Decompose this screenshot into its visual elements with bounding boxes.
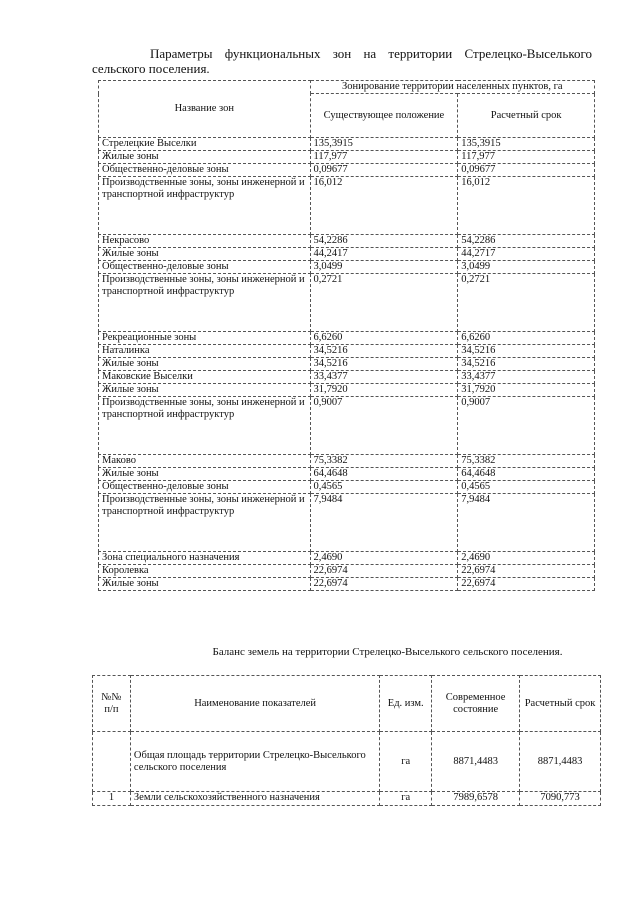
- table-row: [99, 345, 595, 358]
- planned-value-cell: 34,5216: [458, 358, 595, 371]
- row-number-cell: 1: [93, 792, 131, 806]
- table2-title: Баланс земель на территории Стрелецко-Выселького сельского поселения.: [212, 646, 563, 658]
- zone-name-cell: Некрасово: [99, 235, 311, 248]
- planned-value-cell: 0,4565: [458, 481, 595, 494]
- planned-value-cell: 3,0499: [458, 261, 595, 274]
- zone-name-cell: Жилые зоны: [99, 358, 311, 371]
- existing-value-cell: 75,3382: [310, 455, 458, 468]
- existing-value-cell: 44,2417: [310, 248, 458, 261]
- existing-value-cell: 0,4565: [310, 481, 458, 494]
- planned-value-cell: 16,012: [458, 177, 595, 235]
- header-existing: Существующее положение: [310, 94, 458, 138]
- existing-value-cell: 2,4690: [310, 552, 458, 565]
- existing-value-cell: 64,4648: [310, 468, 458, 481]
- zone-name-cell: Жилые зоны: [99, 468, 311, 481]
- zone-name-cell: Зона специального назначения: [99, 552, 311, 565]
- existing-value-cell: 33,4377: [310, 371, 458, 384]
- existing-value-cell: 0,09677: [310, 164, 458, 177]
- table-row: [99, 151, 595, 164]
- zones-parameters-table: [98, 80, 595, 591]
- existing-value-cell: 0,2721: [310, 274, 458, 332]
- table-row: [99, 274, 595, 332]
- table-row: [99, 358, 595, 371]
- zone-name-cell: Производственные зоны, зоны инженерной и транспортной инфраструктур: [99, 274, 311, 332]
- table-row: [99, 468, 595, 481]
- planned-value-cell: 135,3915: [458, 138, 595, 151]
- zone-name-cell: Производственные зоны, зоны инженерной и транспортной инфраструктур: [99, 177, 311, 235]
- existing-value-cell: 31,7920: [310, 384, 458, 397]
- header-unit: Ед. изм.: [380, 676, 432, 732]
- zone-name-cell: Производственные зоны, зоны инженерной и транспортной инфраструктур: [99, 397, 311, 455]
- planned-value-cell: 44,2717: [458, 248, 595, 261]
- existing-value-cell: 3,0499: [310, 261, 458, 274]
- planned-value-cell: 2,4690: [458, 552, 595, 565]
- planned-value-cell: 64,4648: [458, 468, 595, 481]
- planned-value-cell: 117,977: [458, 151, 595, 164]
- planned-value-cell: 33,4377: [458, 371, 595, 384]
- table-row: [99, 455, 595, 468]
- header-planned: Расчетный срок: [458, 94, 595, 138]
- planned-value-cell: 7090,773: [520, 792, 601, 806]
- zone-name-cell: Общественно-деловые зоны: [99, 261, 311, 274]
- table-row: [99, 332, 595, 345]
- current-value-cell: 8871,4483: [432, 732, 520, 792]
- zone-name-cell: Жилые зоны: [99, 248, 311, 261]
- existing-value-cell: 7,9484: [310, 494, 458, 552]
- planned-value-cell: 0,9007: [458, 397, 595, 455]
- table1-title: Параметры функциональных зон на территории Стрелецко-Выселького сельского поселения.: [92, 46, 592, 76]
- zone-name-cell: Маковские Выселки: [99, 371, 311, 384]
- row-number-cell: [93, 732, 131, 792]
- header-indicator-name: Наименование показателей: [130, 676, 379, 732]
- existing-value-cell: 16,012: [310, 177, 458, 235]
- table-row: [99, 565, 595, 578]
- existing-value-cell: 22,6974: [310, 578, 458, 591]
- existing-value-cell: 117,977: [310, 151, 458, 164]
- current-value-cell: 7989,6578: [432, 792, 520, 806]
- existing-value-cell: 54,2286: [310, 235, 458, 248]
- existing-value-cell: 0,9007: [310, 397, 458, 455]
- existing-value-cell: 6,6260: [310, 332, 458, 345]
- planned-value-cell: 6,6260: [458, 332, 595, 345]
- zone-name-cell: Жилые зоны: [99, 384, 311, 397]
- zone-name-cell: Общественно-деловые зоны: [99, 164, 311, 177]
- zone-name-cell: Стрелецкие Выселки: [99, 138, 311, 151]
- unit-cell: га: [380, 732, 432, 792]
- header-zoning-group: Зонирование территории населенных пунктов, га: [310, 81, 594, 94]
- header-current-state: Современное состояние: [432, 676, 520, 732]
- zone-name-cell: Производственные зоны, зоны инженерной и транспортной инфраструктур: [99, 494, 311, 552]
- land-balance-table: [92, 675, 601, 806]
- planned-value-cell: 31,7920: [458, 384, 595, 397]
- table-row: [99, 138, 595, 151]
- table-row: [99, 578, 595, 591]
- table-row: [99, 261, 595, 274]
- planned-value-cell: 75,3382: [458, 455, 595, 468]
- zone-name-cell: Наталинка: [99, 345, 311, 358]
- planned-value-cell: 8871,4483: [520, 732, 601, 792]
- header-zone-name: Название зон: [99, 81, 311, 138]
- existing-value-cell: 22,6974: [310, 565, 458, 578]
- table-row: [99, 177, 595, 235]
- zone-name-cell: Жилые зоны: [99, 151, 311, 164]
- header-number: №№ п/п: [93, 676, 131, 732]
- table-row: [93, 792, 601, 806]
- existing-value-cell: 135,3915: [310, 138, 458, 151]
- table-row: [99, 494, 595, 552]
- table-row: [99, 481, 595, 494]
- table-row: [99, 384, 595, 397]
- table-row: [99, 371, 595, 384]
- zone-name-cell: Королевка: [99, 565, 311, 578]
- table-row: [99, 397, 595, 455]
- planned-value-cell: 54,2286: [458, 235, 595, 248]
- zone-name-cell: Жилые зоны: [99, 578, 311, 591]
- zone-name-cell: Общественно-деловые зоны: [99, 481, 311, 494]
- table-row: [93, 732, 601, 792]
- planned-value-cell: 34,5216: [458, 345, 595, 358]
- existing-value-cell: 34,5216: [310, 345, 458, 358]
- header-planned-term: Расчетный срок: [520, 676, 601, 732]
- planned-value-cell: 22,6974: [458, 565, 595, 578]
- zone-name-cell: Рекреационные зоны: [99, 332, 311, 345]
- zone-name-cell: Маково: [99, 455, 311, 468]
- planned-value-cell: 0,2721: [458, 274, 595, 332]
- planned-value-cell: 0,09677: [458, 164, 595, 177]
- planned-value-cell: 7,9484: [458, 494, 595, 552]
- table-row: [99, 235, 595, 248]
- existing-value-cell: 34,5216: [310, 358, 458, 371]
- table-row: [99, 164, 595, 177]
- planned-value-cell: 22,6974: [458, 578, 595, 591]
- table-row: [99, 248, 595, 261]
- unit-cell: га: [380, 792, 432, 806]
- table-row: [99, 552, 595, 565]
- indicator-name-cell: Земли сельскохозяйственного назначения: [130, 792, 379, 806]
- indicator-name-cell: Общая площадь территории Стрелецко-Выселького сельского поселения: [130, 732, 379, 792]
